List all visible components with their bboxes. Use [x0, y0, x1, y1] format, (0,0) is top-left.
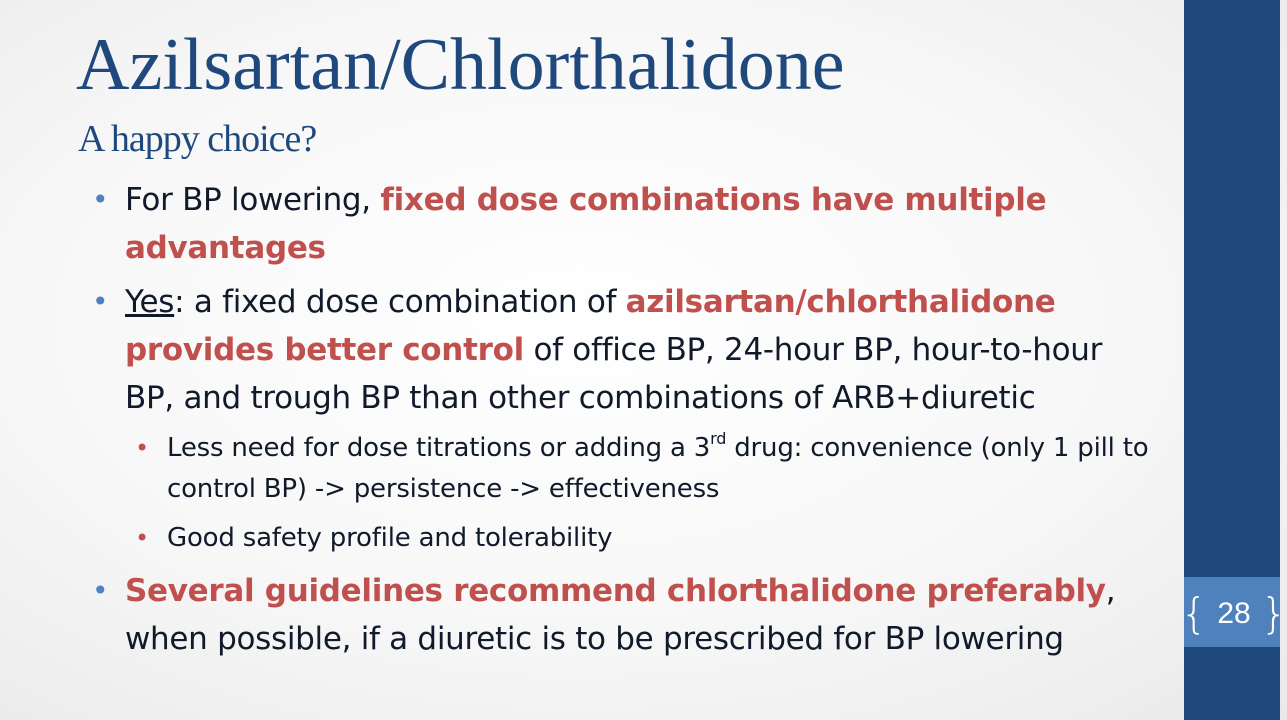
bullet-guidelines [90, 567, 1150, 663]
bullet-fixed-dose [90, 176, 1150, 272]
sub-bullet-text: Good safety profile and tolerability [167, 523, 613, 553]
right-brace-icon: } [1260, 589, 1287, 638]
sub-bullet-safety [90, 518, 1150, 559]
bullet-dot-icon: • [92, 183, 109, 216]
bullet-list [90, 176, 1150, 669]
bullet-highlight: fixed dose combinations have multiple advantages [125, 182, 1047, 266]
slide-title: Azilsartan/Chlorthalidone [76, 24, 845, 106]
sub-bullet-text: Less need for dose titrations or adding a 3 [167, 433, 711, 463]
bullet-yes [90, 278, 1150, 422]
bullet-text: For BP lowering, [125, 182, 381, 218]
page-number-text: 28 [1217, 597, 1251, 630]
bullet-underlined-word: Yes [125, 284, 175, 320]
bullet-highlight: azilsartan/chlorthalidone provides better control [125, 284, 1056, 368]
bullet-highlight: Several guidelines recommend chlorthalidone preferably [125, 573, 1106, 609]
left-brace-icon: { [1180, 589, 1208, 638]
sub-bullet-dot-icon: • [135, 434, 149, 462]
bullet-dot-icon: • [92, 285, 109, 318]
sub-bullet-convenience [90, 428, 1150, 510]
sub-bullet-text-continued: drug: convenience (only 1 pill to control BP) -> persistence -> effectiveness [167, 433, 1149, 504]
superscript-rd: rd [710, 429, 727, 448]
bullet-text: , when possible, if a diuretic is to be prescribed for BP lowering [125, 573, 1116, 657]
bullet-dot-icon: • [92, 574, 109, 607]
slide-subtitle: A happy choice? [78, 118, 317, 160]
page-number [1180, 589, 1287, 638]
bullet-text: : a fixed dose combination of [174, 284, 626, 320]
sub-bullet-dot-icon: • [135, 524, 149, 552]
bullet-text-continued: of office BP, 24-hour BP, hour-to-hour BP, and trough BP than other combinations of ARB+diuretic [125, 332, 1103, 416]
